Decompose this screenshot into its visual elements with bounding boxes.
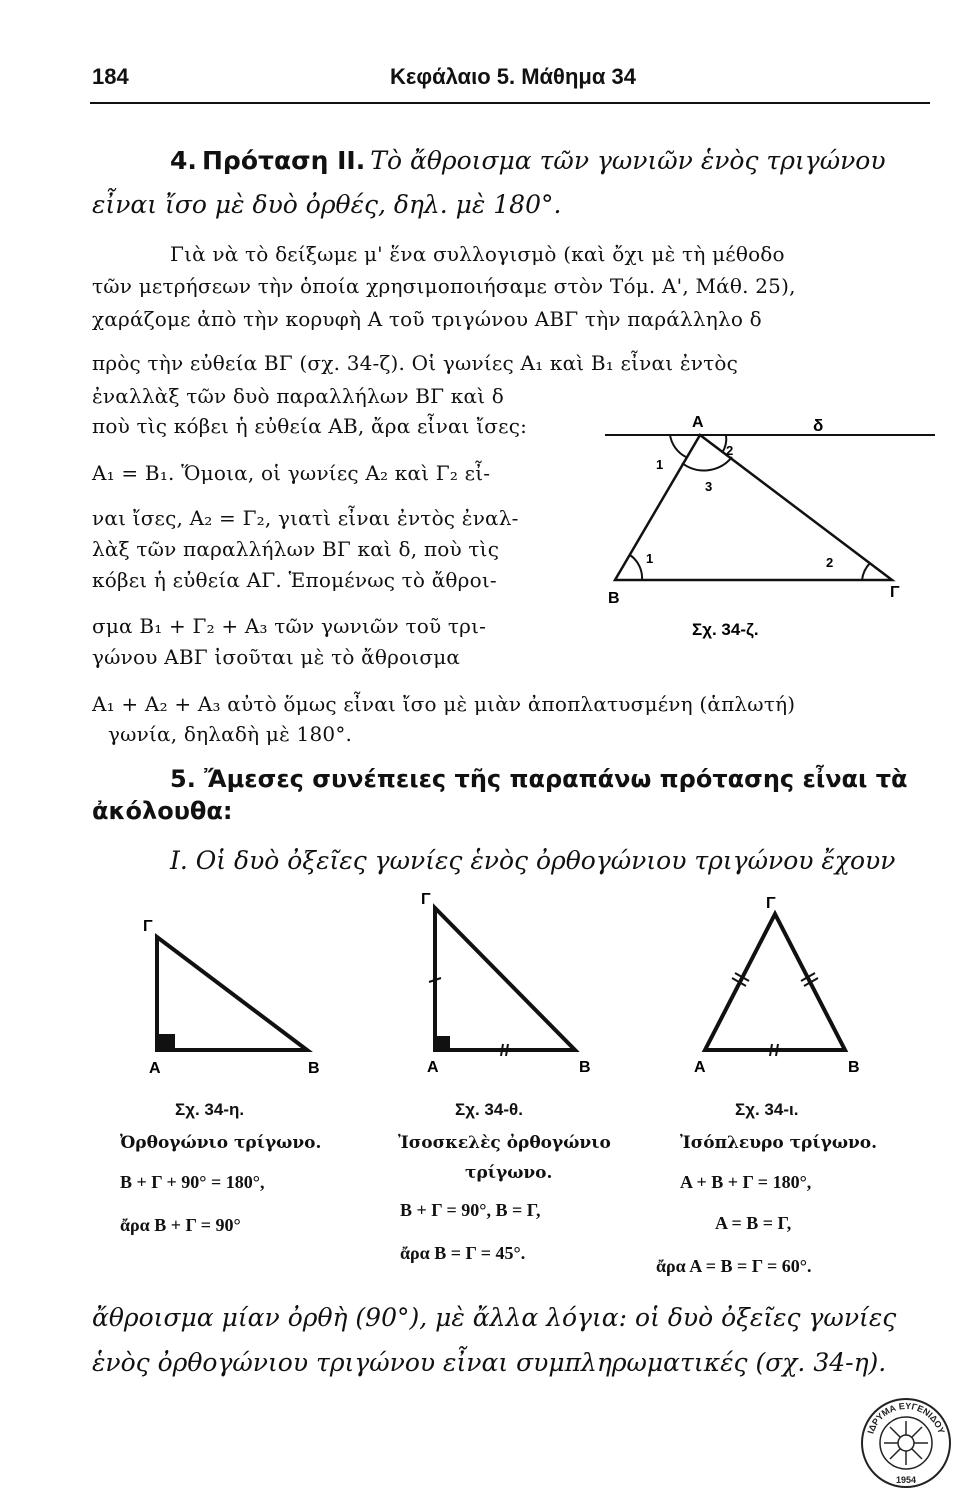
body-line: ναι ἴσες, Α₂ = Γ₂, γιατὶ εἶναι ἐντὸς ἐναλ-	[92, 506, 519, 530]
body-line: πρὸς τὴν εὐθεία ΒΓ (σχ. 34-ζ). Οἱ γωνίες Α₁ καὶ Β₁ εἶναι ἐντὸς	[92, 351, 739, 375]
body-line: κόβει ἡ εὐθεία ΑΓ. Ἑπομένως τὸ ἄθροι-	[92, 568, 497, 592]
equilateral-triangle	[705, 914, 845, 1050]
fig-theta-subtitle1: Ἰσοσκελὲς ὀρθογώνιο	[398, 1133, 611, 1153]
proposition-title-line1: Τὸ ἄθροισμα τῶν γωνιῶν ἑνὸς τριγώνου	[370, 146, 886, 175]
angle-a3-arc	[682, 457, 732, 470]
body-line: γώνου ΑΒΓ ἰσοῦται μὲ τὸ ἄθροισμα	[92, 645, 461, 669]
vertex-label-a: Α	[427, 1059, 439, 1076]
section5-item-line1: Ι. Οἱ δυὸ ὀξεῖες γωνίες ἑνὸς ὀρθογώνιου τριγώνου ἔχουν	[170, 846, 896, 875]
angle-g2-arc	[862, 563, 870, 580]
line-label-delta: δ	[813, 416, 824, 435]
tick-mark	[506, 1044, 508, 1056]
body-line: Α₁ + Α₂ + Α₃ αὐτὸ ὅμως εἶναι ἴσο μὲ μιὰν ἀποπλατυσμένη (ἁπλωτή)	[92, 692, 796, 716]
fig-iota-subtitle: Ἰσόπλευρο τρίγωνο.	[680, 1133, 878, 1153]
figure-caption: Σχ. 34-ζ.	[692, 620, 759, 639]
body-line: ἐναλλὰξ τῶν δυὸ παραλλήλων ΒΓ καὶ δ	[92, 384, 505, 408]
angle-b1-arc	[630, 555, 642, 580]
proposition-heading	[170, 146, 886, 175]
tick-mark	[776, 1044, 778, 1056]
angle-number-2b: 2	[826, 555, 834, 570]
body-line: Α₁ = Β₁. Ὅμοια, οἱ γωνίες Α₂ καὶ Γ₂ εἶ-	[92, 461, 491, 485]
section5-heading-line1: 5. Ἄμεσες συνέπειες τῆς παραπάνω πρότασης εἶναι τὰ	[170, 765, 908, 793]
body-line: λὰξ τῶν παραλλήλων ΒΓ καὶ δ, ποὺ τὶς	[92, 537, 500, 561]
fig-theta-equation2: ἄρα Β = Γ = 45°.	[400, 1243, 526, 1263]
foundation-stamp	[858, 1395, 954, 1491]
fig-theta-caption: Σχ. 34-θ.	[455, 1100, 523, 1119]
fig-eta-equation1: Β + Γ + 90° = 180°,	[120, 1172, 265, 1192]
fig-eta-equation2: ἄρα Β + Γ = 90°	[120, 1215, 241, 1235]
figure-34-theta	[415, 890, 605, 1080]
vertex-label-g: Γ	[143, 918, 153, 935]
fig-iota-caption: Σχ. 34-ι.	[735, 1100, 799, 1119]
body-line: σμα Β₁ + Γ₂ + Α₃ τῶν γωνιῶν τοῦ τρι-	[92, 614, 487, 638]
vertex-label-g: Γ	[421, 891, 431, 908]
body-line: γωνία, δηλαδὴ μὲ 180°.	[108, 722, 353, 746]
fig-theta-equation1: Β + Γ = 90°, Β = Γ,	[400, 1200, 541, 1220]
fig-iota-equation2: Α = Β = Γ,	[715, 1213, 792, 1233]
vertex-label-b: Β	[848, 1059, 860, 1076]
proposition-label: Πρόταση II.	[202, 146, 366, 175]
body-line: τῶν μετρήσεων τὴν ὁποία χρησιμοποιήσαμε στὸν Τόμ. Α', Μάθ. 25),	[92, 274, 796, 298]
fig-eta-subtitle: Ὀρθογώνιο τρίγωνο.	[120, 1133, 322, 1153]
chapter-title: Κεφάλαιο 5. Μάθημα 34	[390, 64, 636, 89]
angle-number-1: 1	[656, 457, 664, 472]
fig-iota-equation1: Α + Β + Γ = 180°,	[680, 1172, 812, 1192]
tick-mark	[501, 1044, 503, 1056]
stamp-year: 1954	[895, 1475, 917, 1485]
section5-footer-line1: ἄθροισμα μίαν ὀρθὴ (90°), μὲ ἄλλα λόγια: οἱ δυὸ ὀξεῖες γωνίες	[92, 1303, 897, 1332]
figure-34-eta	[135, 915, 335, 1080]
angle-number-3: 3	[705, 479, 713, 494]
body-line: ποὺ τὶς κόβει ἡ εὐθεία ΑΒ, ἄρα εἶναι ἴσες:	[92, 414, 528, 438]
angle-number-1b: 1	[646, 551, 654, 566]
proposition-title-line2: εἶναι ἴσο μὲ δυὸ ὀρθές, δηλ. μὲ 180°.	[92, 190, 562, 219]
section5-footer-line2: ἑνὸς ὀρθογώνιου τριγώνου εἶναι συμπληρωματικές (σχ. 34-η).	[92, 1348, 887, 1377]
vertex-label-a: Α	[149, 1060, 161, 1077]
stamp-emblem-icon	[884, 1421, 928, 1465]
page-number: 184	[92, 64, 129, 89]
body-line: χαράζομε ἀπὸ τὴν κορυφὴ Α τοῦ τριγώνου ΑΒΓ τὴν παράλληλο δ	[92, 307, 762, 331]
vertex-label-b: Β	[579, 1059, 591, 1076]
fig-eta-caption: Σχ. 34-η.	[175, 1100, 245, 1119]
fig-iota-equation3: ἄρα Α = Β = Γ = 60°.	[656, 1256, 812, 1276]
section5-heading-line2: ἀκόλουθα:	[92, 797, 233, 825]
figure-34-iota	[680, 892, 870, 1082]
vertex-label-g: Γ	[766, 895, 776, 912]
right-triangle	[157, 937, 307, 1050]
stamp-text: ΙΔΡΥΜΑ ΕΥΓΕΝΙΔΟΥ	[865, 1400, 947, 1435]
isosceles-right-triangle	[435, 908, 575, 1050]
angle-a1-arc	[670, 435, 686, 457]
figure-34-zeta	[600, 405, 940, 660]
vertex-label-b: Β	[308, 1060, 320, 1077]
angle-number-2: 2	[726, 443, 734, 458]
vertex-label-b: Β	[608, 590, 620, 607]
vertex-label-a: Α	[694, 1059, 706, 1076]
right-angle-mark	[159, 1034, 175, 1048]
header-rule	[90, 102, 930, 104]
proposition-number: 4.	[170, 146, 197, 175]
fig-theta-subtitle2: τρίγωνο.	[465, 1163, 553, 1183]
vertex-label-a: Α	[692, 414, 704, 431]
vertex-label-g: Γ	[890, 584, 900, 601]
tick-mark	[770, 1044, 772, 1056]
right-angle-mark	[437, 1036, 450, 1048]
body-line: Γιὰ νὰ τὸ δείξωμε μ' ἕνα συλλογισμὸ (καὶ ὄχι μὲ τὴ μέθοδο	[170, 242, 785, 266]
